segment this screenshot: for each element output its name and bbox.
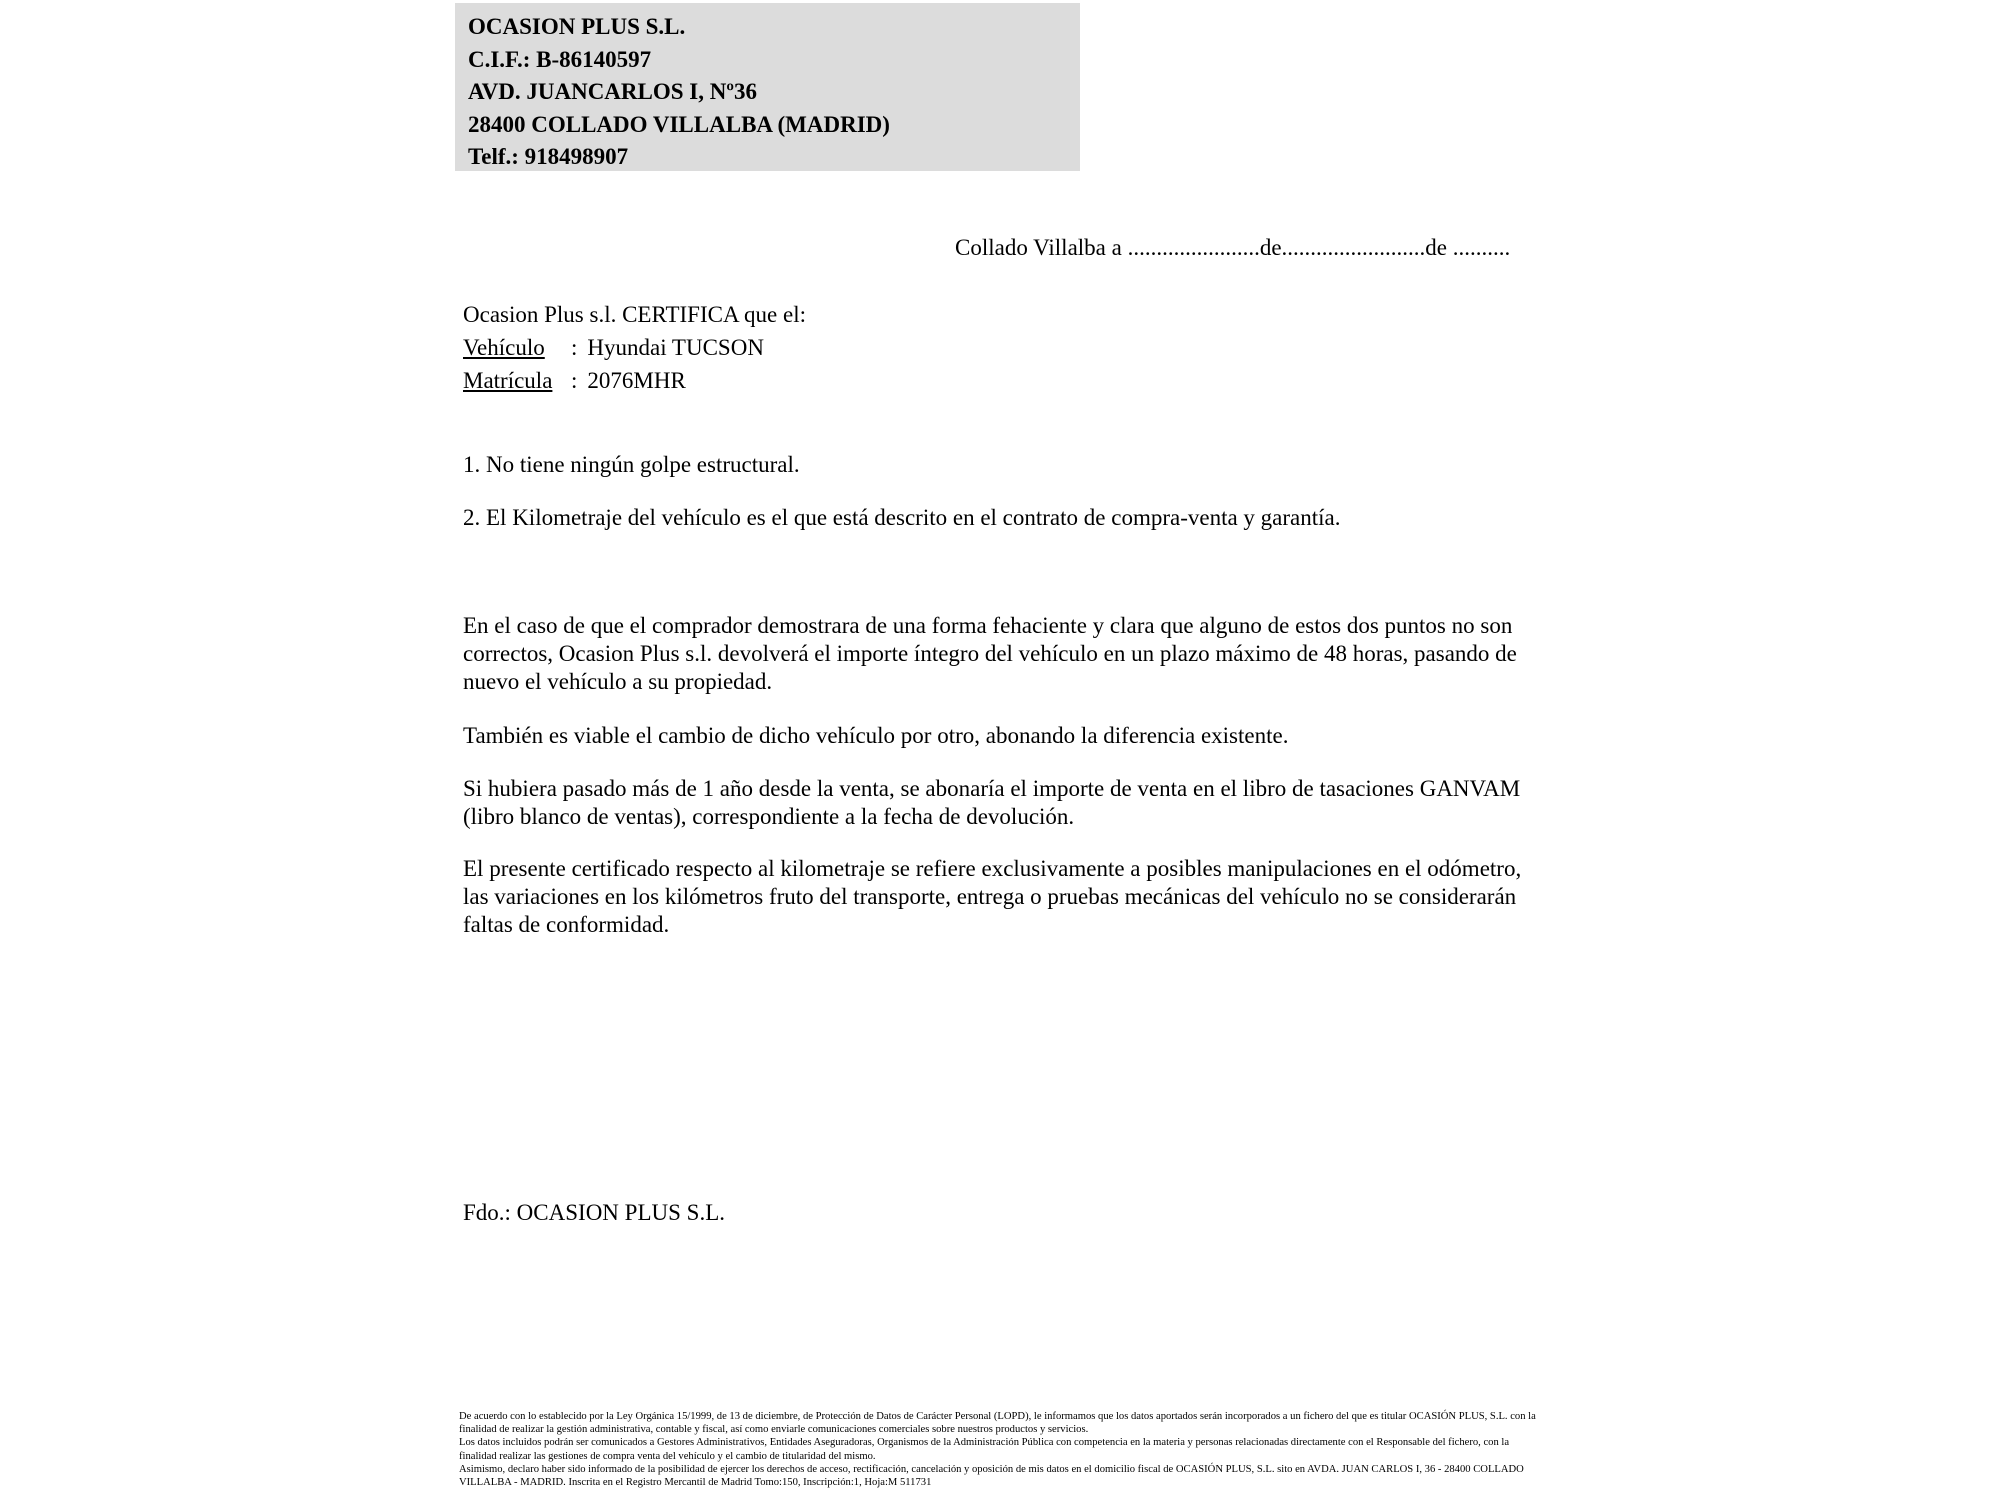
- legal-paragraph-data-sharing: Los datos incluidos podrán ser comunicados a Gestores Administrativos, Entidades Aseguradoras, Organismos de la Administración Pública con competencia en la materia y personas relacionadas directamente con el Responsable del fichero, con la finalidad realizar las gestiones de compra venta del vehículo y el cambio de titularidad del mismo.: [459, 1437, 1510, 1462]
- vehicle-field: [463, 331, 806, 364]
- company-city: 28400 COLLADO VILLALBA (MADRID): [468, 111, 890, 137]
- refund-paragraph: En el caso de que el comprador demostrara de una forma fehaciente y clara que alguno de estos dos puntos no son correctos, Ocasion Plus s.l. devolverá el importe íntegro del vehículo en un plazo máximo de 48 horas, pasando de nuevo el vehículo a su propiedad.: [463, 613, 1517, 694]
- legal-fine-print: [459, 1410, 1549, 1489]
- company-name: OCASION PLUS S.L.: [468, 14, 686, 39]
- company-cif: C.I.F.: B-86140597: [468, 46, 652, 72]
- signature-line: Fdo.: OCASION PLUS S.L.: [463, 1200, 725, 1225]
- vehicle-value: Hyundai TUCSON: [587, 335, 764, 360]
- certificate-intro: Ocasion Plus s.l. CERTIFICA que el:: [463, 302, 806, 327]
- ganvam-paragraph: Si hubiera pasado más de 1 año desde la venta, se abonaría el importe de venta en el libro de tasaciones GANVAM (libro blanco de ventas), correspondiente a la fecha de devolución.: [463, 776, 1521, 829]
- plate-label: Matrícula: [463, 368, 553, 393]
- legal-paragraph-rights: Asimismo, declaro haber sido informado de la posibilidad de ejercer los derechos de acceso, rectificación, cancelación y oposición de mis datos en el domicilio fiscal de OCASIÓN PLUS, S.L. sito en AVDA. JUAN CARLOS I, 36 - 28400 COLLADO VILLALBA - MADRID. Inscrita en el Registro Mercantil de Madrid Tomo:150, Inscripción:1, Hoja:M 511731: [459, 1463, 1524, 1489]
- odometer-paragraph: El presente certificado respecto al kilometraje se refiere exclusivamente a posibles manipulaciones en el odómetro, las variaciones en los kilómetros fruto del transporte, entrega o pruebas mecánicas del vehículo no se considerarán faltas de conformidad.: [463, 856, 1522, 937]
- vehicle-separator: :: [571, 335, 578, 360]
- legal-paragraph-lopd: De acuerdo con lo establecido por la Ley Orgánica 15/1999, de 13 de diciembre, de Protección de Datos de Carácter Personal (LOPD), le informamos que los datos aportados serán incorporados a un fichero del que es titular OCASIÓN PLUS, S.L. con la finalidad de realizar la gestión administrativa, contable y fiscal, así como enviarle comunicaciones comerciales sobre nuestros productos y servicios.: [459, 1411, 1536, 1436]
- plate-separator: :: [571, 368, 578, 393]
- company-phone: Telf.: 918498907: [468, 144, 629, 169]
- condition-point-2: 2. El Kilometraje del vehículo es el que está descrito en el contrato de compra-venta y garantía.: [463, 505, 1341, 530]
- exchange-paragraph: También es viable el cambio de dicho vehículo por otro, abonando la diferencia existente.: [463, 723, 1289, 748]
- plate-value: 2076MHR: [587, 368, 686, 393]
- company-header-block: [455, 3, 1080, 171]
- certificate-intro-block: [463, 298, 806, 397]
- condition-point-1: 1. No tiene ningún golpe estructural.: [463, 452, 800, 477]
- company-address: AVD. JUANCARLOS I, Nº36: [468, 79, 757, 104]
- vehicle-label: Vehículo: [463, 335, 545, 360]
- date-line: Collado Villalba a .......................de.........................de ..........: [955, 235, 1511, 260]
- plate-field: [463, 364, 806, 397]
